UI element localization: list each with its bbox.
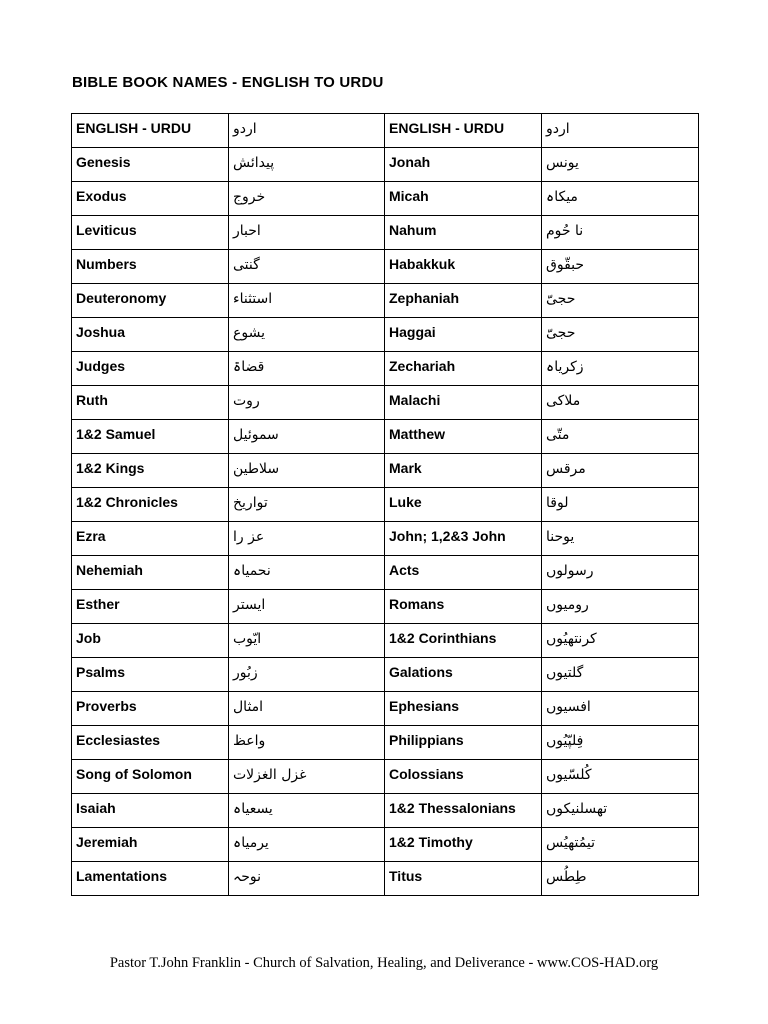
book-urdu-right [542, 624, 699, 658]
book-urdu-left [229, 522, 385, 556]
table-row [72, 556, 699, 590]
book-urdu-left [229, 352, 385, 386]
book-english-left: 1&2 Samuel [72, 420, 229, 454]
book-urdu-left-text: تواریخ [233, 495, 268, 511]
book-urdu-right-text: رسولوں [546, 563, 594, 579]
book-english-right: Nahum [385, 216, 542, 250]
book-english-right: Ephesians [385, 692, 542, 726]
book-urdu-left [229, 760, 385, 794]
book-urdu-left [229, 828, 385, 862]
header-english-left: ENGLISH - URDU [72, 114, 229, 148]
book-english-right: Matthew [385, 420, 542, 454]
book-urdu-left-text: زبُور [233, 665, 258, 681]
book-urdu-left [229, 590, 385, 624]
book-english-right: Acts [385, 556, 542, 590]
book-english-right: Haggai [385, 318, 542, 352]
book-urdu-right [542, 590, 699, 624]
book-english-right: Titus [385, 862, 542, 896]
table-row [72, 250, 699, 284]
book-urdu-left-text: قضاۃ [233, 359, 265, 375]
book-english-right: Malachi [385, 386, 542, 420]
book-urdu-right-text: حجیّ [546, 291, 576, 307]
book-urdu-right [542, 420, 699, 454]
book-english-right: Romans [385, 590, 542, 624]
book-urdu-right-text: یوحنا [546, 529, 575, 545]
book-urdu-right-text: کرنتھیُوں [546, 631, 597, 647]
table-row [72, 692, 699, 726]
table-row [72, 216, 699, 250]
book-urdu-right [542, 658, 699, 692]
table-row [72, 794, 699, 828]
book-urdu-left [229, 148, 385, 182]
book-urdu-left-text: عز را [233, 529, 265, 545]
header-urdu-right [542, 114, 699, 148]
book-urdu-right [542, 726, 699, 760]
book-urdu-left-text: واعظ [233, 733, 266, 749]
book-urdu-right-text: فِلپّیُوں [546, 733, 584, 749]
book-english-left: Job [72, 624, 229, 658]
book-urdu-left-text: نحمیاہ [233, 563, 271, 579]
book-english-left: 1&2 Kings [72, 454, 229, 488]
book-english-left: Genesis [72, 148, 229, 182]
book-urdu-right [542, 182, 699, 216]
book-urdu-right [542, 454, 699, 488]
book-urdu-left [229, 420, 385, 454]
book-urdu-left-text: یسعیاہ [233, 801, 273, 817]
book-english-left: Numbers [72, 250, 229, 284]
book-urdu-right [542, 556, 699, 590]
book-urdu-right [542, 386, 699, 420]
book-english-right: Zechariah [385, 352, 542, 386]
book-urdu-right [542, 760, 699, 794]
book-urdu-left [229, 318, 385, 352]
book-urdu-left [229, 556, 385, 590]
book-english-left: Isaiah [72, 794, 229, 828]
book-urdu-right [542, 318, 699, 352]
book-urdu-left [229, 624, 385, 658]
book-urdu-right [542, 148, 699, 182]
book-english-right: Philippians [385, 726, 542, 760]
book-urdu-left [229, 250, 385, 284]
table-row [72, 318, 699, 352]
book-urdu-left-text: یشوع [233, 325, 265, 341]
book-urdu-right-text: ملاکی [546, 393, 581, 409]
book-english-right: Habakkuk [385, 250, 542, 284]
book-english-left: Lamentations [72, 862, 229, 896]
book-english-right: Galations [385, 658, 542, 692]
book-urdu-right-text: رومیوں [546, 597, 589, 613]
table-row [72, 148, 699, 182]
table-row [72, 760, 699, 794]
book-urdu-left-text: ایستر [233, 597, 266, 613]
book-english-left: Proverbs [72, 692, 229, 726]
book-english-right: John; 1,2&3 John [385, 522, 542, 556]
book-urdu-right-text: میکاہ [546, 189, 578, 205]
book-urdu-right [542, 828, 699, 862]
book-english-right: Mark [385, 454, 542, 488]
table-row [72, 454, 699, 488]
book-urdu-left [229, 862, 385, 896]
table-row [72, 284, 699, 318]
book-urdu-right-text: کُلسّیوں [546, 767, 592, 783]
book-english-left: Deuteronomy [72, 284, 229, 318]
table-row [72, 590, 699, 624]
book-english-left: Ecclesiastes [72, 726, 229, 760]
book-urdu-right [542, 250, 699, 284]
book-urdu-right-text: یونس [546, 155, 579, 171]
table-row [72, 862, 699, 896]
table-row [72, 624, 699, 658]
book-english-right: Zephaniah [385, 284, 542, 318]
book-urdu-left [229, 794, 385, 828]
book-urdu-left-text: یرمیاہ [233, 835, 269, 851]
book-urdu-left-text: استثناء [233, 291, 273, 307]
book-urdu-left-text: روت [233, 393, 260, 409]
book-urdu-left [229, 658, 385, 692]
book-urdu-right-text: متّی [546, 427, 570, 443]
header-english-right: ENGLISH - URDU [385, 114, 542, 148]
book-urdu-right [542, 692, 699, 726]
table-row [72, 420, 699, 454]
book-urdu-right-text: لوقا [546, 495, 569, 511]
book-urdu-right-text: تھسلنیکوں [546, 801, 608, 817]
book-urdu-right-text: تیمُتھیُس [546, 835, 595, 851]
book-english-left: Ezra [72, 522, 229, 556]
table-header-row [72, 114, 699, 148]
book-english-left: Ruth [72, 386, 229, 420]
book-urdu-left [229, 216, 385, 250]
book-urdu-left-text: گنتی [233, 257, 260, 273]
book-english-left: Joshua [72, 318, 229, 352]
book-names-table [71, 113, 699, 896]
book-english-right: Micah [385, 182, 542, 216]
book-urdu-left [229, 182, 385, 216]
header-urdu-left [229, 114, 385, 148]
header-urdu-right-text: اردو [546, 121, 570, 137]
book-english-left: Nehemiah [72, 556, 229, 590]
book-urdu-left [229, 692, 385, 726]
book-urdu-right [542, 862, 699, 896]
book-urdu-left-text: پیدائش [233, 155, 275, 171]
table-row [72, 488, 699, 522]
book-english-left: Jeremiah [72, 828, 229, 862]
book-urdu-right [542, 352, 699, 386]
table-row [72, 352, 699, 386]
book-urdu-right-text: مرقس [546, 461, 586, 477]
book-urdu-right [542, 488, 699, 522]
book-urdu-right [542, 216, 699, 250]
book-urdu-right [542, 284, 699, 318]
book-urdu-right-text: طِطُس [546, 869, 587, 885]
book-urdu-left-text: احبار [233, 223, 261, 239]
book-urdu-right-text: نا حُوم [546, 223, 584, 239]
table-row [72, 658, 699, 692]
book-urdu-left-text: غزل الغزلات [233, 767, 307, 783]
book-urdu-right-text: حبقّوق [546, 257, 585, 273]
book-english-left: 1&2 Chronicles [72, 488, 229, 522]
table-row [72, 386, 699, 420]
book-english-left: Song of Solomon [72, 760, 229, 794]
book-urdu-right-text: زکریاہ [546, 359, 584, 375]
book-english-right: Luke [385, 488, 542, 522]
table-row [72, 828, 699, 862]
book-urdu-left-text: امثال [233, 699, 264, 715]
book-urdu-right [542, 794, 699, 828]
book-urdu-left-text: سلاطین [233, 461, 280, 477]
book-english-left: Judges [72, 352, 229, 386]
book-urdu-left [229, 386, 385, 420]
page-footer: Pastor T.John Franklin - Church of Salvation, Healing, and Deliverance - www.COS-HAD.org [109, 955, 659, 971]
header-urdu-left-text: اردو [233, 121, 257, 137]
book-urdu-left-text: ایّوب [233, 631, 262, 647]
book-urdu-left [229, 726, 385, 760]
book-urdu-left-text: خروج [233, 189, 266, 205]
table-row [72, 182, 699, 216]
book-urdu-left-text: سموئیل [233, 427, 279, 443]
book-urdu-right-text: حجیّ [546, 325, 576, 341]
book-english-right: 1&2 Corinthians [385, 624, 542, 658]
book-urdu-right-text: افسیوں [546, 699, 591, 715]
book-english-left: Psalms [72, 658, 229, 692]
book-english-right: 1&2 Timothy [385, 828, 542, 862]
book-english-right: 1&2 Thessalonians [385, 794, 542, 828]
book-urdu-right-text: گلتیوں [546, 665, 584, 681]
table-row [72, 726, 699, 760]
page-title: BIBLE BOOK NAMES - ENGLISH TO URDU [72, 74, 384, 91]
book-english-left: Esther [72, 590, 229, 624]
table-row [72, 522, 699, 556]
book-urdu-right [542, 522, 699, 556]
book-english-left: Leviticus [72, 216, 229, 250]
book-urdu-left-text: نوحہ [233, 869, 261, 885]
book-english-left: Exodus [72, 182, 229, 216]
book-english-right: Jonah [385, 148, 542, 182]
book-english-right: Colossians [385, 760, 542, 794]
book-urdu-left [229, 454, 385, 488]
book-urdu-left [229, 284, 385, 318]
book-urdu-left [229, 488, 385, 522]
